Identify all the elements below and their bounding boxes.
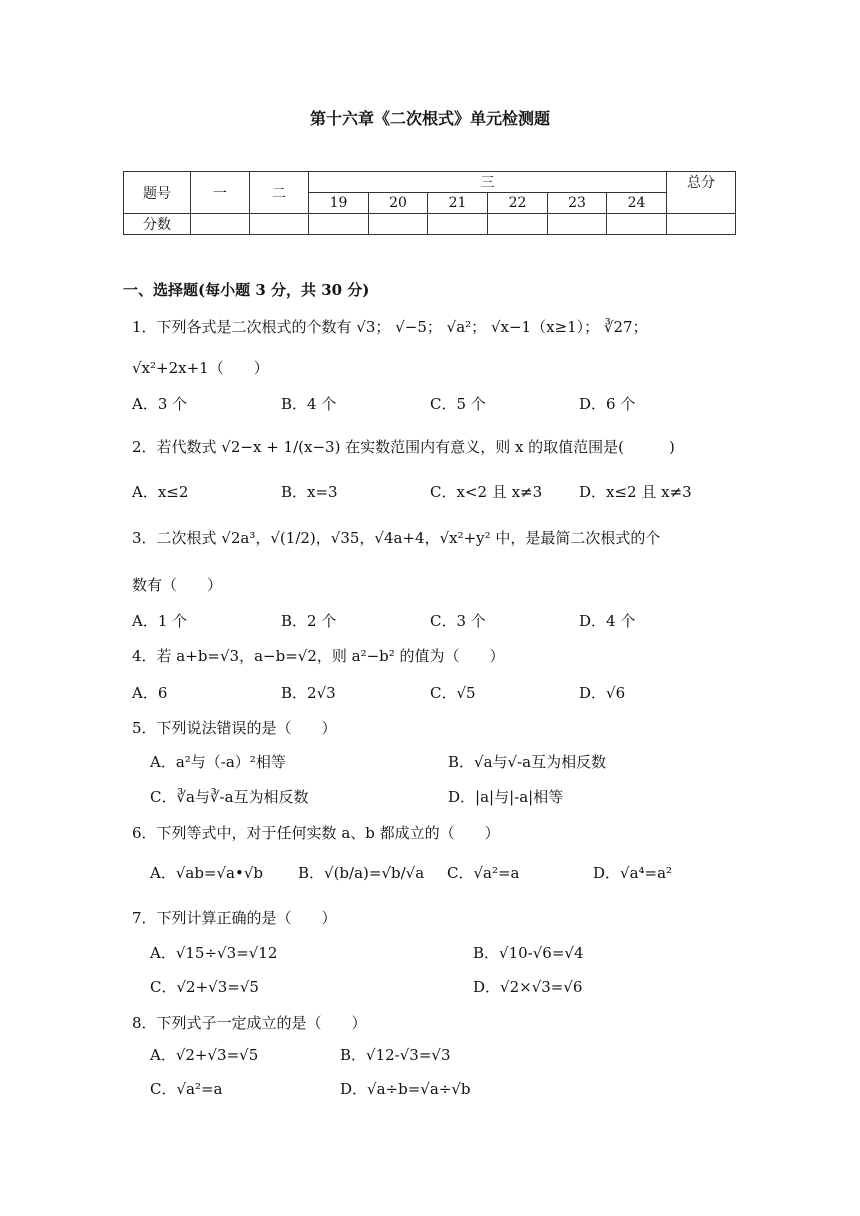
q1-item-2: √−5；	[395, 318, 442, 336]
q8-option-d: D．√a÷b=√a÷√b	[340, 1080, 471, 1098]
q6-option-b: B．√(b/a)=√b/√a	[298, 864, 425, 882]
q5-option-a: A．a²与（-a）²相等	[150, 753, 286, 771]
q1-stem: 1．下列各式是二次根式的个数有	[132, 318, 352, 336]
score-sub-21: 21	[428, 193, 488, 214]
q6-option-d: D．√a⁴=a²	[593, 864, 673, 882]
q1-option-c: C．5 个	[430, 395, 486, 413]
q1-option-b: B．4 个	[281, 395, 337, 413]
q5-option-d: D．|a|与|-a|相等	[448, 788, 564, 806]
q2-option-d: D．x≤2 且 x≠3	[579, 483, 692, 501]
q7-stem: 7．下列计算正确的是（ ）	[132, 909, 337, 927]
q1-item-1: √3；	[356, 318, 391, 336]
q7-option-a: A．√15÷√3=√12	[150, 944, 278, 962]
q3-option-a: A．1 个	[132, 612, 188, 630]
q1-item-5: ∛27；	[603, 318, 648, 336]
score-col-3: 三	[309, 172, 667, 193]
q4-stem: 4．若 a+b=√3，a−b=√2，则 a²−b² 的值为（ ）	[132, 647, 505, 665]
score-sub-24: 24	[607, 193, 667, 214]
q2-option-a: A．x≤2	[132, 483, 189, 501]
score-col-2: 二	[250, 172, 309, 214]
q2-stem: 2．若代数式 √2−x + 1/(x−3) 在实数范围内有意义，则 x 的取值范围是( )	[132, 438, 675, 456]
score-total: 总分	[667, 172, 736, 214]
q8-option-c: C．√a²=a	[150, 1080, 223, 1098]
q4-option-a: A．6	[132, 684, 168, 702]
score-row-label: 分数	[124, 214, 191, 235]
q1-item-4: √x−1（x≥1）；	[490, 318, 600, 336]
score-sub-22: 22	[488, 193, 548, 214]
q6-option-a: A．√ab=√a•√b	[150, 864, 264, 882]
score-sub-20: 20	[369, 193, 428, 214]
q6-stem: 6．下列等式中，对于任何实数 a、b 都成立的（ ）	[132, 824, 500, 842]
q7-option-b: B．√10-√6=√4	[473, 944, 584, 962]
q5-option-c: C．∛a与∛-a互为相反数	[150, 788, 309, 806]
q3-stem2: 数有（ ）	[132, 576, 223, 594]
score-col-1: 一	[191, 172, 250, 214]
question-1	[132, 316, 648, 337]
q1-item-3: √a²；	[446, 318, 487, 336]
q7-option-c: C．√2+√3=√5	[150, 978, 259, 996]
q1-option-d: D．6 个	[579, 395, 636, 413]
q1-stem2: √x²+2x+1（ ）	[132, 359, 269, 377]
q4-option-c: C．√5	[430, 684, 476, 702]
score-header-label: 题号	[124, 172, 191, 214]
q5-option-b: B．√a与√-a互为相反数	[448, 753, 607, 771]
q8-option-b: B．√12-√3=√3	[340, 1046, 451, 1064]
q5-stem: 5．下列说法错误的是（ ）	[132, 719, 337, 737]
section-heading: 一、选择题(每小题 3 分，共 30 分)	[123, 281, 370, 299]
q3-stem: 3．二次根式 √2a³，√(1/2)，√35，√4a+4，√x²+y² 中，是最简二次根式的个	[132, 529, 661, 547]
q3-option-b: B．2 个	[281, 612, 337, 630]
q2-option-c: C．x<2 且 x≠3	[430, 483, 543, 501]
q8-option-a: A．√2+√3=√5	[150, 1046, 259, 1064]
q1-option-a: A．3 个	[132, 395, 188, 413]
score-sub-19: 19	[309, 193, 369, 214]
q6-option-c: C．√a²=a	[447, 864, 520, 882]
q3-option-c: C．3 个	[430, 612, 486, 630]
score-sub-23: 23	[548, 193, 607, 214]
q7-option-d: D．√2×√3=√6	[473, 978, 583, 996]
q4-option-b: B．2√3	[281, 684, 336, 702]
q4-option-d: D．√6	[579, 684, 626, 702]
score-table	[123, 171, 736, 235]
page-title: 第十六章《二次根式》单元检测题	[309, 109, 550, 128]
q8-stem: 8．下列式子一定成立的是（ ）	[132, 1014, 367, 1032]
q2-option-b: B．x=3	[281, 483, 338, 501]
q3-option-d: D．4 个	[579, 612, 636, 630]
